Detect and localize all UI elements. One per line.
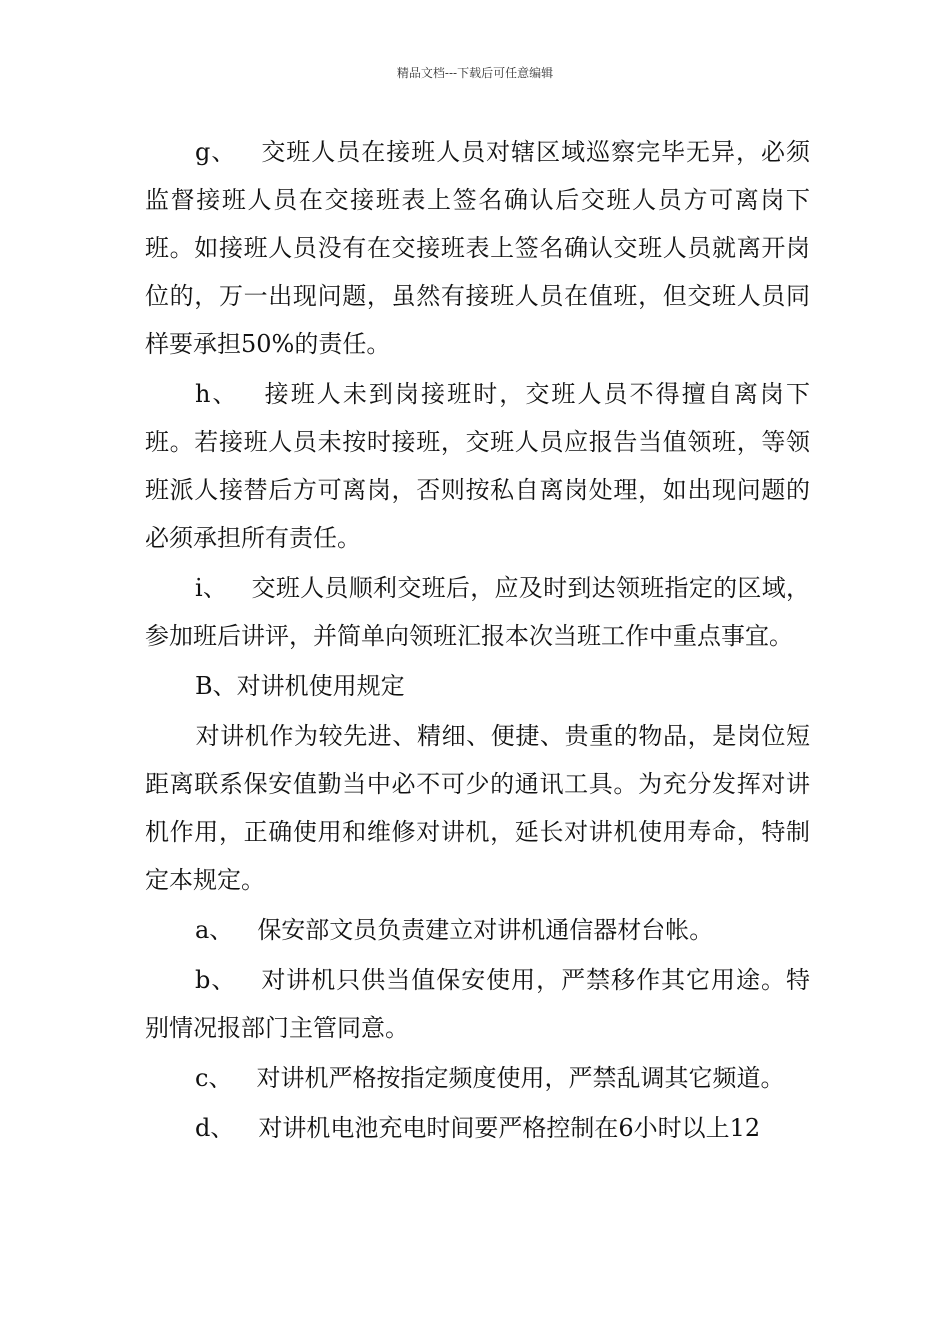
paragraph-c bbox=[145, 1054, 810, 1102]
paragraph-g bbox=[145, 128, 810, 368]
section-heading bbox=[145, 662, 810, 710]
paragraph-i bbox=[145, 564, 810, 660]
paragraph-d bbox=[145, 1104, 810, 1152]
document-body bbox=[145, 128, 810, 1152]
paragraph-text: 接班人未到岗接班时，交班人员不得擅自离岗下班。若接班人员未按时接班，交班人员应报告当值领班，等领班派人接替后方可离岗，否则按私自离岗处理，如出现问题的必须承担所有责任。 bbox=[145, 380, 810, 552]
list-marker: b、 bbox=[195, 966, 237, 994]
paragraph-text: 对讲机电池充电时间要严格控制在6小时以上12 bbox=[258, 1114, 761, 1142]
paragraph-text: 交班人员顺利交班后，应及时到达领班指定的区域，参加班后讲评，并简单向领班汇报本次当班工作中重点事宜。 bbox=[145, 574, 810, 650]
list-marker: g、 bbox=[195, 138, 237, 166]
paragraph-text: 对讲机作为较先进、精细、便捷、贵重的物品，是岗位短距离联系保安值勤当中必不可少的通讯工具。为充分发挥对讲机作用，正确使用和维修对讲机，延长对讲机使用寿命，特制定本规定。 bbox=[145, 722, 810, 894]
paragraph-text: 保安部文员负责建立对讲机通信器材台帐。 bbox=[257, 916, 714, 944]
paragraph-h bbox=[145, 370, 810, 562]
paragraph-text: 对讲机只供当值保安使用，严禁移作其它用途。特别情况报部门主管同意。 bbox=[145, 966, 810, 1042]
paragraph-intro bbox=[145, 712, 810, 904]
paragraph-text: 交班人员在接班人员对辖区域巡察完毕无异，必须监督接班人员在交接班表上签名确认后交班人员方可离岗下班。如接班人员没有在交接班表上签名确认交班人员就离开岗位的，万一出现问题，虽然有接班人员在值班，但交班人员同样要承担50%的责任。 bbox=[145, 138, 810, 358]
paragraph-b bbox=[145, 956, 810, 1052]
list-marker: h、 bbox=[195, 380, 239, 408]
list-marker: a、 bbox=[195, 916, 234, 944]
page-header: 精品文档---下载后可任意编辑 bbox=[396, 66, 554, 80]
list-marker: i、 bbox=[195, 574, 228, 602]
list-marker: d、 bbox=[195, 1114, 235, 1142]
list-marker: c、 bbox=[195, 1064, 233, 1092]
heading-text: B、对讲机使用规定 bbox=[195, 672, 405, 700]
paragraph-a bbox=[145, 906, 810, 954]
paragraph-text: 对讲机严格按指定频度使用，严禁乱调其它频道。 bbox=[256, 1064, 785, 1092]
